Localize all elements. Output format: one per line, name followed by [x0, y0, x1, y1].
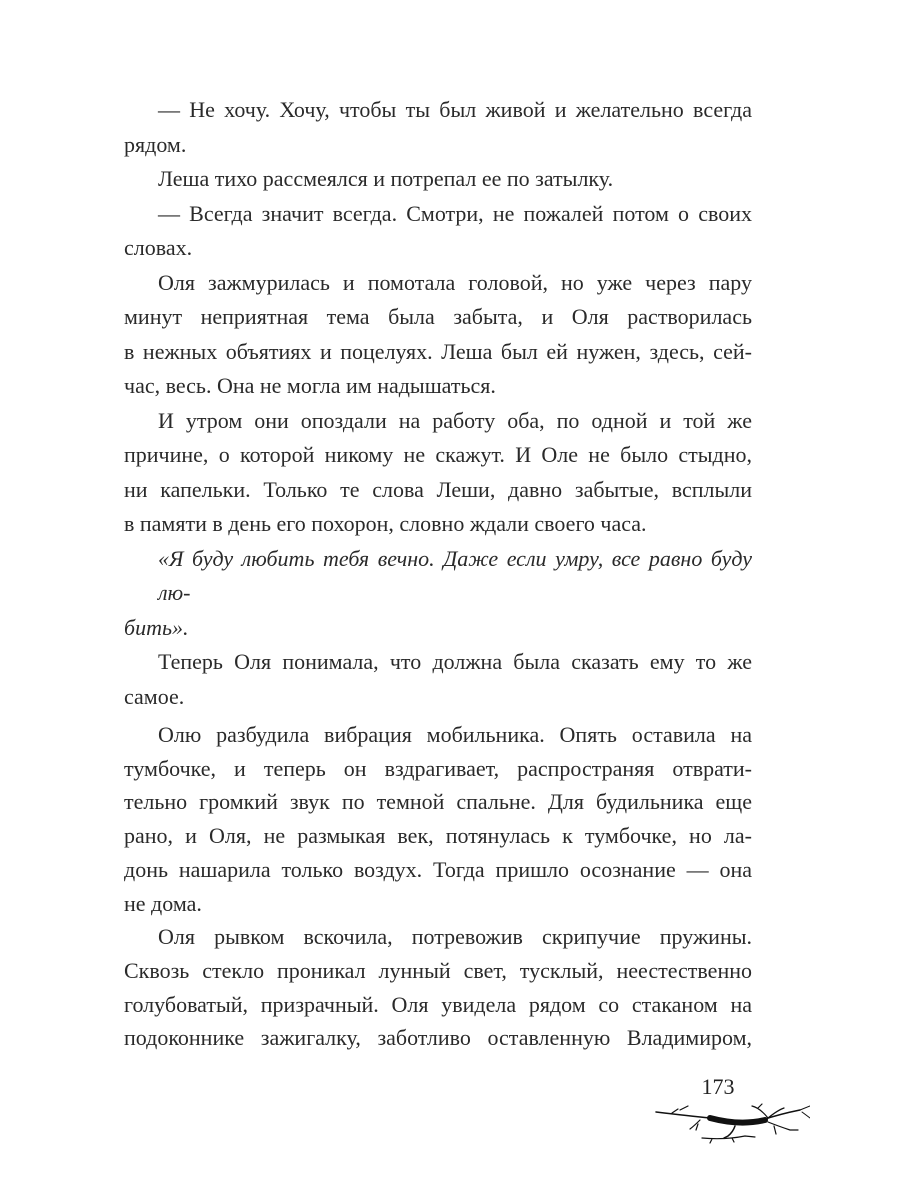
text-line: Олю разбудила вибрация мобильника. Опять оставила на [158, 722, 752, 747]
text-line: час, весь. Она не могла им надышаться. [124, 373, 496, 398]
text-line: тумбочке, и теперь он вздрагивает, распространяя отврати- [124, 755, 752, 781]
text-line: рано, и Оля, не размыкая век, потянулась к тумбочке, но ла- [124, 823, 752, 849]
text-line: Леша тихо рассмеялся и потрепал ее по затылку. [158, 166, 614, 191]
text-line: донь нашарила только воздух. Тогда пришло осознание — она [124, 856, 752, 882]
text-line: — Всегда значит всегда. Смотри, не пожалей потом о своих [158, 200, 752, 226]
text-line: «Я буду любить тебя вечно. Даже если умру, все равно буду лю- [158, 545, 752, 605]
text-line: И утром они опоздали на работу оба, по одной и той же [158, 407, 752, 433]
text-line: в памяти в день его похорон, словно ждали своего часа. [124, 511, 647, 536]
text-line: причине, о которой никому не скажут. И Оле не было стыдно, [124, 442, 752, 467]
text-line: Оля рывком вскочила, потревожив скрипучие пружины. [158, 924, 752, 950]
page-number: 173 [701, 1074, 735, 1099]
text-line: минут неприятная тема была забыта, и Оля растворилась [124, 304, 752, 329]
text-line: в нежных объятиях и поцелуях. Леша был ей нужен, здесь, сей- [124, 338, 752, 364]
text-line: словах. [124, 235, 193, 260]
text-line: ни капельки. Только те слова Леши, давно забытые, всплыли [124, 476, 752, 502]
text-line: Сквозь стекло проникал лунный свет, тусклый, неестественно [124, 957, 752, 983]
text-line: самое. [124, 683, 185, 709]
text-line: Оля зажмурилась и помотала головой, но уже через пару [158, 269, 752, 295]
text-line: рядом. [124, 131, 187, 157]
text-line: тельно громкий звук по темной спальне. Для будильника еще [124, 789, 752, 815]
text-section-2 [124, 718, 752, 1055]
text-line: не дома. [124, 890, 202, 916]
text-section-1 [124, 93, 752, 714]
text-line: голубоватый, призрачный. Оля увидела рядом со стаканом на [124, 991, 752, 1017]
text-line: — Не хочу. Хочу, чтобы ты был живой и желательно всегда [158, 97, 752, 122]
branch-ornament-icon [650, 1096, 810, 1146]
text-line: Теперь Оля понимала, что должна была сказать ему то же [158, 649, 752, 674]
text-line: подоконнике зажигалку, заботливо оставленную Владимиром, [124, 1025, 752, 1051]
text-line: бить». [124, 614, 189, 640]
